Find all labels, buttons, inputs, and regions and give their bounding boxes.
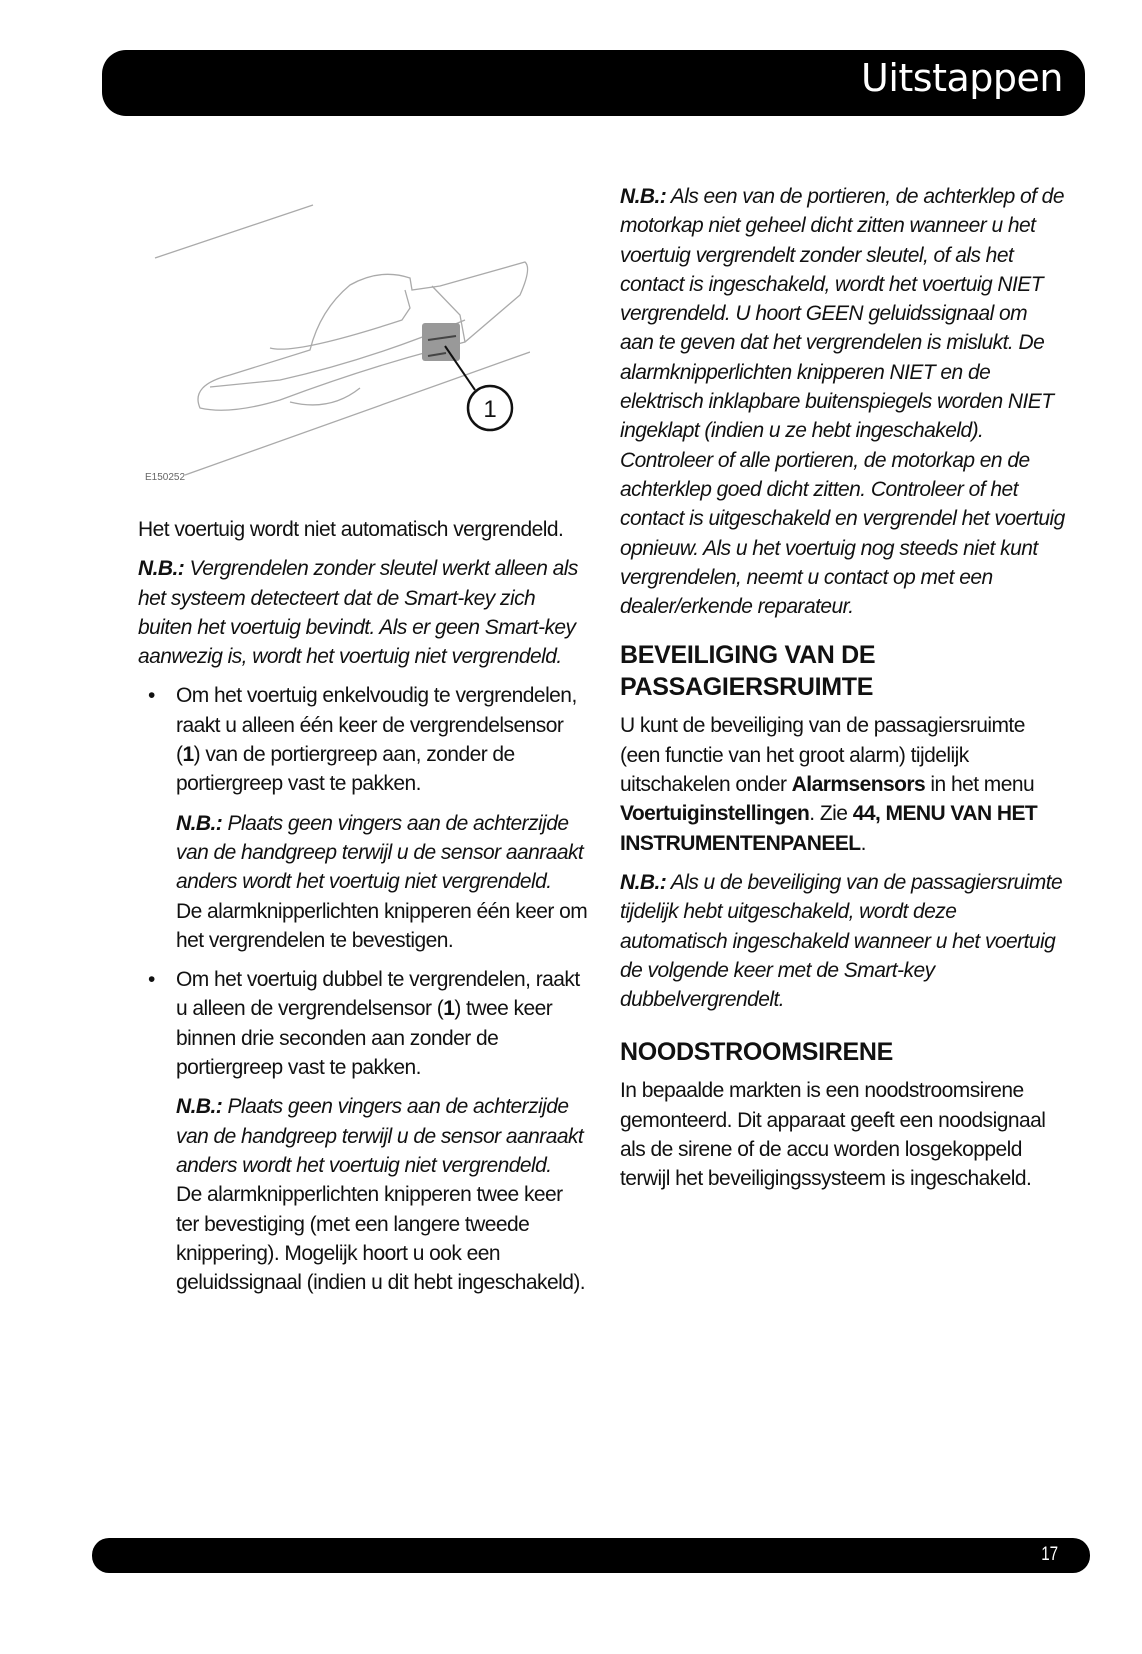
menu-item-ref: Alarmsensors (791, 773, 926, 797)
paragraph: In bepaalde markten is een noodstroomsirene gemonteerd. Dit apparaat geeft een noodsignaal als de sirene of de accu worden losgekoppeld terwijl het beveiligingssysteem is ingeschakeld. (620, 1079, 1046, 1191)
figure-id: E150252 (145, 472, 186, 483)
list-text: Om het voertuig dubbel te vergrendelen, raakt u alleen de vergrendelsensor ( (176, 968, 580, 1021)
bullet: • (148, 684, 155, 708)
callout-ref: 1 (443, 997, 455, 1021)
footer-bar (92, 1538, 1090, 1573)
note-label: N.B.: (138, 557, 185, 581)
list-text: Om het voertuig enkelvoudig te vergrendelen, raakt u alleen één keer de vergrendelsensor ( (176, 684, 577, 767)
lock-sensor (422, 323, 460, 361)
paragraph (620, 711, 1065, 857)
header-bar (102, 50, 1085, 116)
note-text: Vergrendelen zonder sleutel werkt alleen als het systeem detecteert dat de Smart-key zich buiten het voertuig bevindt. Als er geen Smart-key aanwezig is, wordt het voertuig niet vergrendeld. (138, 557, 578, 669)
paragraph: De alarmknipperlichten knipperen twee keer ter bevestiging (met een langere tweede knippering). Mogelijk hoort u ook een geluidssignaal (indien u dit hebt ingeschakeld). (176, 1183, 586, 1295)
page-title: Uitstappen (861, 56, 1063, 100)
text: . Zie (809, 802, 853, 826)
bullet: • (148, 968, 155, 992)
note (620, 868, 1065, 1014)
note-label: N.B.: (620, 185, 667, 208)
paragraph: Het voertuig wordt niet automatisch vergrendeld. (138, 518, 564, 541)
note-label: N.B.: (620, 870, 667, 894)
right-column (620, 182, 1065, 1204)
door-handle-illustration (130, 180, 530, 490)
text: U kunt de beveiliging van de passagiersruimte (een functie van het groot alarm) tijdelijk uitschakelen onder (620, 714, 1025, 797)
list-text: ) van de portiergreep aan, zonder de portiergreep vast te pakken. (176, 743, 515, 796)
paragraph: De alarmknipperlichten knipperen één keer om het vergrendelen te bevestigen. (176, 899, 588, 952)
callout-ref: 1 (182, 743, 194, 767)
section-heading: BEVEILIGING VAN DE PASSAGIERSRUIMTE (620, 641, 876, 702)
text: in het menu (925, 773, 1035, 797)
list-item (138, 965, 588, 1082)
note-text: Als u de beveiliging van de passagiersruimte tijdelijk hebt uitgeschakeld, wordt deze automatisch ingeschakeld wanneer u het voertuig de volgende keer met de Smart-key dubbelvergrendelt. (620, 870, 1063, 1012)
note-text: Als een van de portieren, de achterklep of de motorkap niet geheel dicht zitten wanneer u het voertuig vergrendelt zonder sleutel, of als het contact is ingeschakeld, wordt het voertuig NIET vergrendeld. U hoort GEEN geluidssignaal om aan te geven dat het vergrendelen is mislukt. De alarmknipperlichten knipperen NIET en de elektrisch inklapbare buitenspiegels worden NIET ingeklapt (indien u ze hebt ingeschakeld). Controleer of alle portieren, de motorkap en de achterklep goed dicht zitten. Controleer of het contact is uitgeschakeld en vergrendel het voertuig opnieuw. Als u het voertuig nog steeds niet kunt vergrendelen, neemt u contact op met een dealer/erkende reparateur. (620, 185, 1065, 619)
menu-ref: Voertuiginstellingen (620, 802, 810, 826)
callout-number: 1 (483, 396, 497, 423)
note-label: N.B.: (176, 1095, 223, 1119)
cross-reference-link[interactable]: 44, MENU VAN HET INSTRUMENTENPANEEL (620, 802, 1038, 855)
section-heading: NOODSTROOMSIRENE (620, 1038, 893, 1067)
list-text: ) twee keer binnen drie seconden aan zonder de portiergreep vast te pakken. (176, 997, 553, 1080)
note (138, 1092, 588, 1180)
note-text: Plaats geen vingers aan de achterzijde van de handgreep terwijl u de sensor aanraakt anders wordt het voertuig niet vergrendeld. (176, 811, 584, 894)
text: . (860, 831, 866, 855)
left-column (138, 515, 588, 1307)
list-item (138, 681, 588, 798)
note (138, 554, 588, 671)
note-label: N.B.: (176, 811, 223, 835)
page-number: 17 (1041, 1544, 1058, 1565)
note (620, 182, 1065, 621)
note (138, 809, 588, 897)
note-text: Plaats geen vingers aan de achterzijde van de handgreep terwijl u de sensor aanraakt anders wordt het voertuig niet vergrendeld. (176, 1095, 584, 1177)
